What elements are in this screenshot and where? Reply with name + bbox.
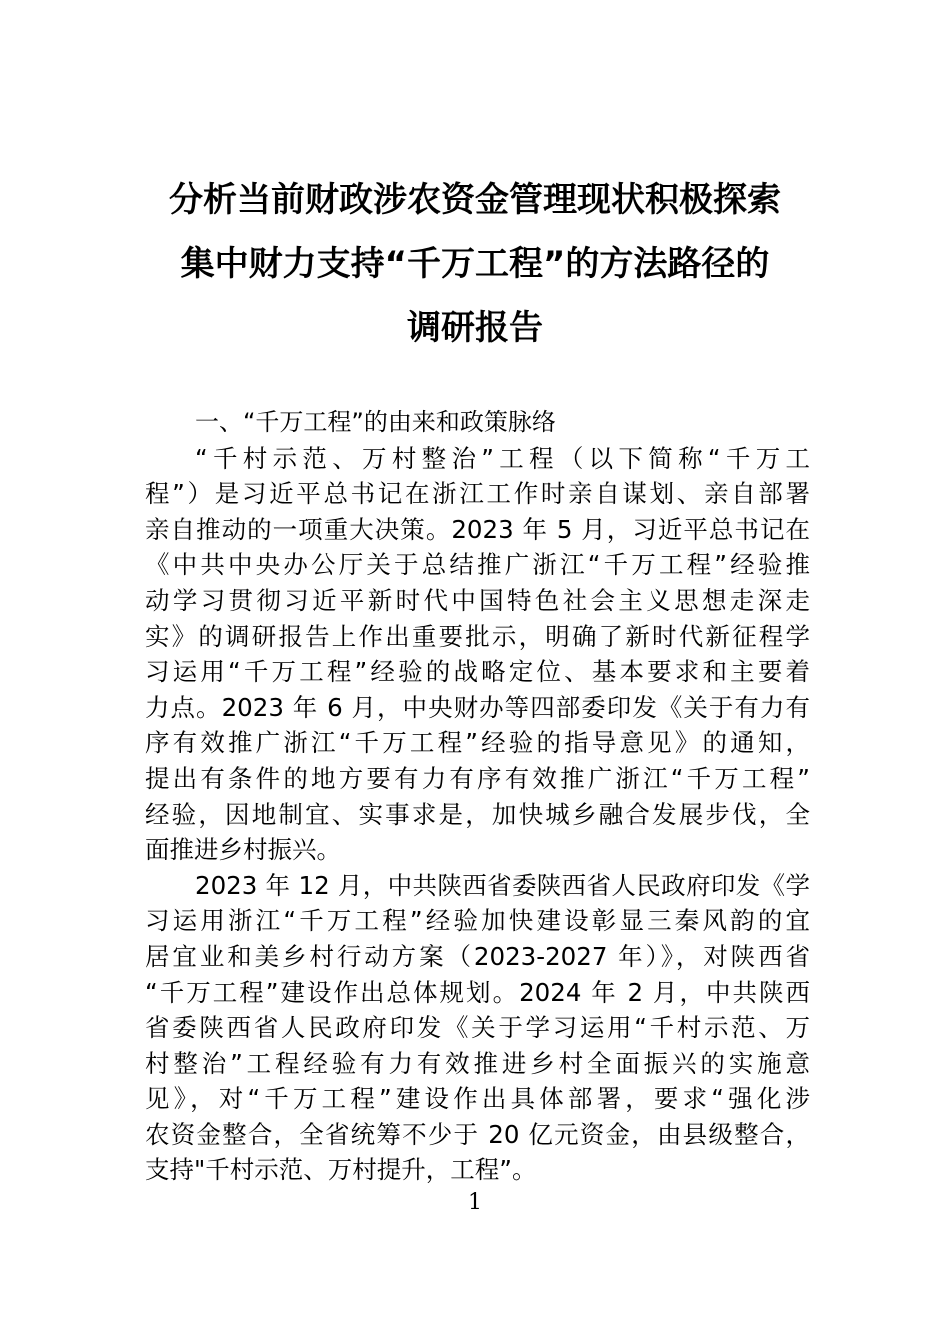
paragraph-line: 居宜业和美乡村行动方案（2023-2027 年）》，对陕西省 [145,941,810,971]
paragraph-line: 习运用浙江“千万工程”经验加快建设彰显三秦风韵的宜 [145,906,810,936]
paragraph-line: “千万工程”建设作出总体规划。2024 年 2 月，中共陕西 [145,977,810,1007]
paragraph-line: 村整治”工程经验有力有效推进乡村全面振兴的实施意 [145,1048,810,1078]
paragraph-line: 2023 年 12 月，中共陕西省委陕西省人民政府印发《学 [195,870,810,900]
paragraph-line: 《中共中央办公厅关于总结推广浙江“千万工程”经验推 [145,550,810,580]
paragraph-line: 实》的调研报告上作出重要批示，明确了新时代新征程学 [145,621,810,651]
page-number: 1 [468,1190,482,1215]
paragraph-line: 农资金整合，全省统筹不少于 20 亿元资金，由县级整合， [145,1119,810,1149]
paragraph-line: 支持"千村示范、万村提升，工程”。 [145,1155,537,1185]
paragraph-line: 经验，因地制宜、实事求是，加快城乡融合发展步伐，全 [145,799,810,829]
paragraph-1 [145,441,810,868]
document-body [145,405,810,1188]
paragraph-line: “千村示范、万村整治”工程（以下简称“千万工 [195,443,810,473]
paragraph-line: 亲自推动的一项重大决策。2023 年 5 月，习近平总书记在 [145,514,810,544]
paragraph-line: 省委陕西省人民政府印发《关于学习运用“千村示范、万 [145,1013,810,1043]
document-title [140,168,810,360]
title-line-3: 调研报告 [407,308,543,348]
paragraph-line: 动学习贯彻习近平新时代中国特色社会主义思想走深走 [145,585,810,615]
paragraph-line: 习运用“千万工程”经验的战略定位、基本要求和主要着 [145,657,810,687]
paragraph-line: 力点。2023 年 6 月，中央财办等四部委印发《关于有力有 [145,692,810,722]
paragraph-line: 提出有条件的地方要有力有序有效推广浙江“千万工程” [145,763,810,793]
title-line-1: 分析当前财政涉农资金管理现状积极探索 [169,180,781,220]
paragraph-2 [145,868,810,1188]
paragraph-line: 序有效推广浙江“千万工程”经验的指导意见》的通知， [145,728,810,758]
title-line-2: 集中财力支持“千万工程”的方法路径的 [180,244,770,284]
paragraph-line: 程”）是习近平总书记在浙江工作时亲自谋划、亲自部署 [145,479,810,509]
section-heading: 一、“千万工程”的由来和政策脉络 [195,408,556,436]
paragraph-line: 见》，对“千万工程”建设作出具体部署，要求“强化涉 [145,1084,810,1114]
paragraph-line: 面推进乡村振兴。 [145,835,341,865]
